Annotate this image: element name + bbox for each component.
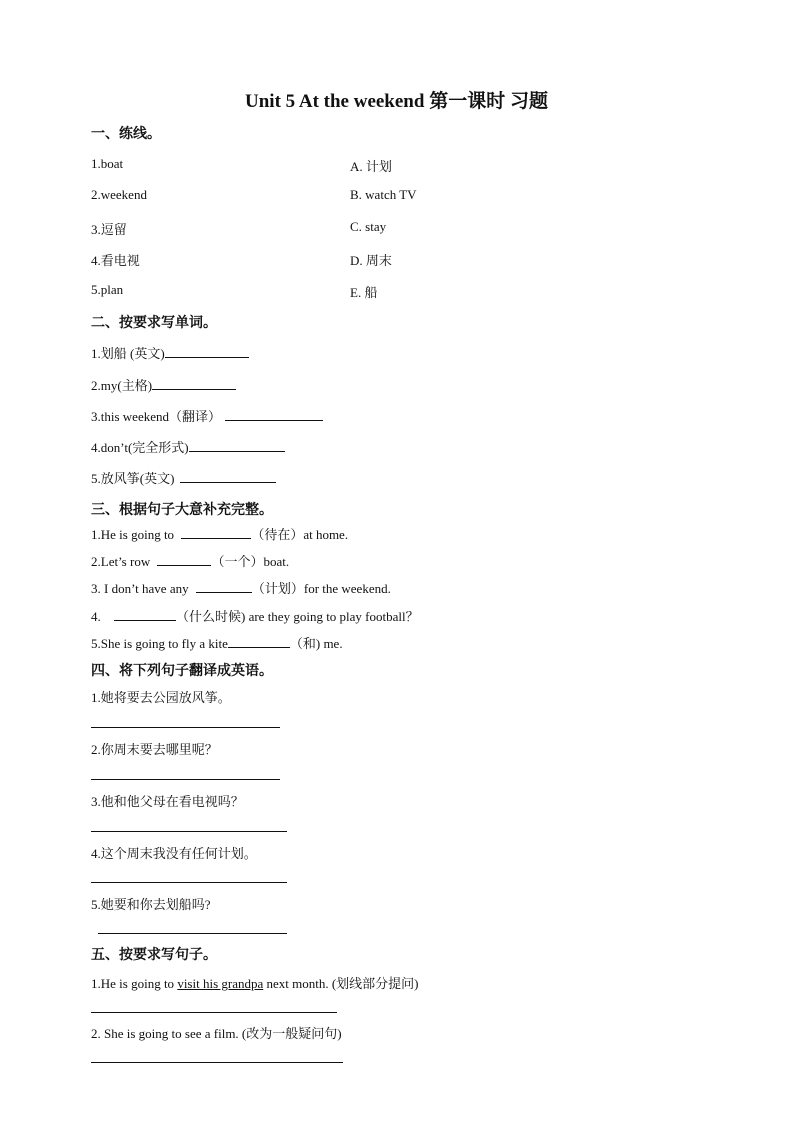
sentence-hint: （和) me. xyxy=(289,636,343,651)
sentence-item xyxy=(91,551,289,570)
translate-item: 1.她将要去公园放风筝。 xyxy=(91,690,231,705)
section-heading-write-words: 二、按要求写单词。 xyxy=(91,315,217,331)
translate-item: 4.这个周末我没有任何计划。 xyxy=(91,846,257,861)
sentence-hint: （计划）for the weekend. xyxy=(251,581,391,596)
match-right-item: B. watch TV xyxy=(350,187,417,202)
match-left-item: 1.boat xyxy=(91,156,124,171)
answer-blank[interactable] xyxy=(165,346,249,358)
match-right-item: A. 计划 xyxy=(350,159,392,174)
page-title: Unit 5 At the weekend 第一课时 习题 xyxy=(245,91,548,112)
match-right-item: C. stay xyxy=(350,219,387,234)
sentence-item xyxy=(91,524,348,543)
sentence-text: 5.She is going to fly a kite xyxy=(91,636,228,651)
sentence-item xyxy=(91,633,343,652)
answer-blank[interactable] xyxy=(196,581,252,593)
section-heading-translate: 四、将下列句子翻译成英语。 xyxy=(91,663,273,679)
answer-blank[interactable] xyxy=(157,554,211,566)
answer-line[interactable] xyxy=(91,779,280,780)
translate-item: 5.她要和你去划船吗? xyxy=(91,897,211,912)
section-heading-complete-sentences: 三、根据句子大意补充完整。 xyxy=(91,502,273,518)
answer-blank[interactable] xyxy=(152,378,236,390)
sentence-text: 1.He is going to xyxy=(91,527,178,542)
answer-line[interactable] xyxy=(98,933,287,934)
word-item xyxy=(91,343,249,362)
sentence-text: 4. xyxy=(91,609,104,624)
match-left-item: 2.weekend xyxy=(91,187,147,202)
answer-blank[interactable] xyxy=(189,440,285,452)
word-item-text: 1.划船 (英文) xyxy=(91,346,165,361)
sentence-hint: （一个）boat. xyxy=(211,554,290,569)
rewrite-item-2: 2. She is going to see a film. (改为一般疑问句) xyxy=(91,1026,342,1041)
sentence-text: 2.Let’s row xyxy=(91,554,154,569)
match-left-item: 4.看电视 xyxy=(91,253,140,268)
word-item xyxy=(91,468,276,487)
underlined-phrase: visit his grandpa xyxy=(177,976,264,991)
match-right-item: E. 船 xyxy=(350,285,378,300)
sentence-instruction: next month. (划线部分提问) xyxy=(263,976,419,991)
word-item xyxy=(91,375,236,394)
rewrite-item-1 xyxy=(91,973,419,992)
answer-line[interactable] xyxy=(91,1062,343,1063)
answer-blank[interactable] xyxy=(180,471,276,483)
sentence-hint: （什么时候) are they going to play football？ xyxy=(176,609,419,624)
sentence-text: 1.He is going to xyxy=(91,976,178,991)
match-right-item: D. 周末 xyxy=(350,253,392,268)
translate-item: 2.你周末要去哪里呢？ xyxy=(91,742,218,757)
match-left-item: 5.plan xyxy=(91,282,124,297)
answer-line[interactable] xyxy=(91,1012,337,1013)
word-item-text: 3.this weekend（翻译） xyxy=(91,409,221,424)
sentence-item xyxy=(91,606,419,625)
answer-line[interactable] xyxy=(91,727,280,728)
word-item-text: 2.my(主格) xyxy=(91,378,153,393)
word-item-text: 4.don’t(完全形式) xyxy=(91,440,189,455)
answer-blank[interactable] xyxy=(225,409,323,421)
answer-line[interactable] xyxy=(91,882,287,883)
answer-line[interactable] xyxy=(91,831,287,832)
word-item-text: 5.放风筝(英文) xyxy=(91,471,175,486)
answer-blank[interactable] xyxy=(228,636,290,648)
section-heading-rewrite: 五、按要求写句子。 xyxy=(91,947,217,963)
section-heading-matching: 一、练线。 xyxy=(91,126,161,142)
answer-blank[interactable] xyxy=(114,609,176,621)
sentence-hint: （待在）at home. xyxy=(251,527,349,542)
answer-blank[interactable] xyxy=(181,527,251,539)
sentence-item xyxy=(91,578,391,597)
translate-item: 3.他和他父母在看电视吗？ xyxy=(91,794,244,809)
match-left-item: 3.逗留 xyxy=(91,222,127,237)
sentence-text: 3. I don’t have any xyxy=(91,581,192,596)
word-item xyxy=(91,406,323,425)
word-item xyxy=(91,437,285,456)
